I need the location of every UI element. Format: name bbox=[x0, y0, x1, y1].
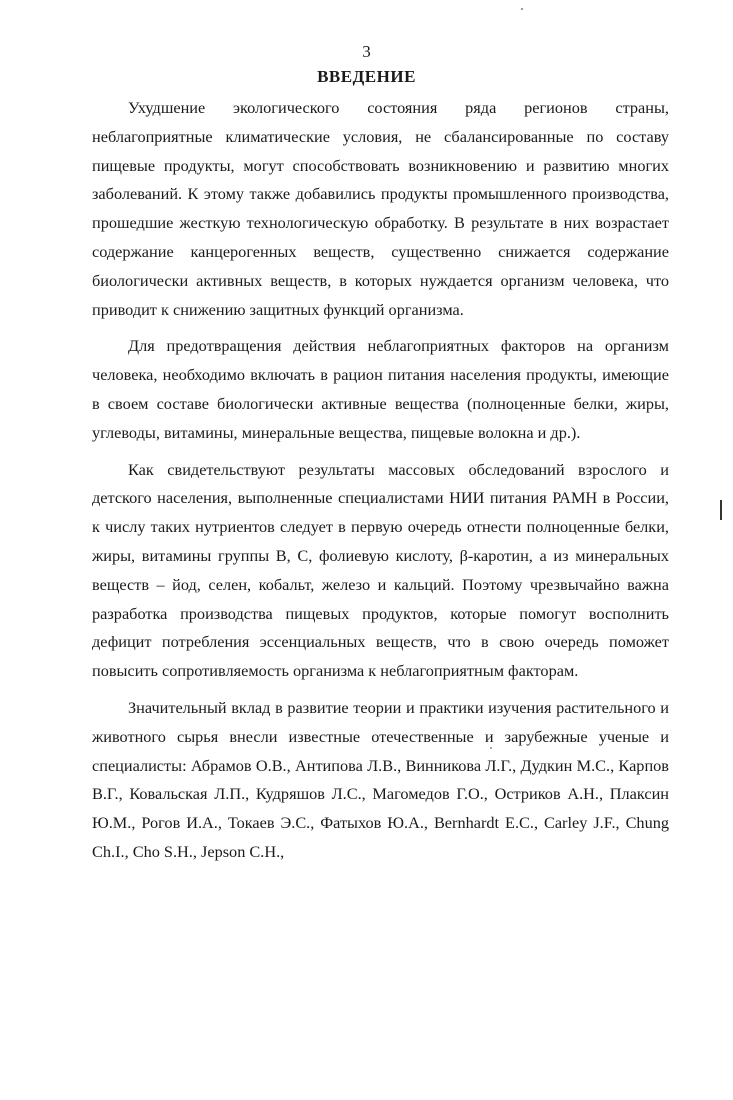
page-number: 3 bbox=[362, 42, 371, 61]
scan-speck bbox=[490, 747, 492, 749]
paragraph-3: Как свидетельствуют результаты массовых обследований взрослого и детского населения, выполненные специалистами НИИ питания РАМН в России, к числу таких нутриентов следует в первую очередь отнести полноценные белки, жиры, витамины группы В, С, фолиевую кислоту, β-каротин, а из минеральных веществ – йод, селен, кобальт, железо и кальций. Поэтому чрезвычайно важна разработка производства пищевых продуктов, которые помогут восполнить дефицит потребления эссенциальных веществ, что в свою очередь поможет повысить сопротивляемость организма к неблагоприятным факторам. bbox=[92, 459, 669, 681]
margin-mark bbox=[720, 500, 722, 520]
paragraph-2: Для предотвращения действия неблагоприятных факторов на организм человека, необходимо включать в рацион питания населения продукты, имеющие в своем составе биологически активные вещества (полноценные белки, жиры, углеводы, витамины, минеральные вещества, пищевые волокна и др.). bbox=[92, 336, 669, 442]
paragraph-1: Ухудшение экологического состояния ряда регионов страны, неблагоприятные климатические условия, не сбалансированные по составу пищевые продукты, могут способствовать возникновению и развитию многих заболеваний. К этому также добавились продукты промышленного производства, прошедшие жесткую технологическую обработку. В результате в них возрастает содержание канцерогенных веществ, существенно снижается содержание биологически активных веществ, в которых нуждается организм человека, что приводит к снижению защитных функций организма. bbox=[92, 98, 669, 319]
section-heading: ВВЕДЕНИЕ bbox=[317, 67, 416, 86]
body-text bbox=[92, 94, 669, 875]
scan-speck bbox=[521, 8, 523, 10]
paragraph-4: Значительный вклад в развитие теории и практики изучения растительного и животного сырья внесли известные отечественные и зарубежные ученые и специалисты: Абрамов О.В., Антипова Л.В., Винникова Л.Г., Дудкин М.С., Карпов В.Г., Ковальская Л.П., Кудряшов Л.С., Магомедов Г.О., Остриков А.Н., Плаксин Ю.М., Рогов И.А., Токаев Э.С., Фатыхов Ю.А., Bernhardt E.C., Carley J.F., Chung Ch.I., Cho S.H., Jepson C.H., bbox=[92, 697, 669, 861]
